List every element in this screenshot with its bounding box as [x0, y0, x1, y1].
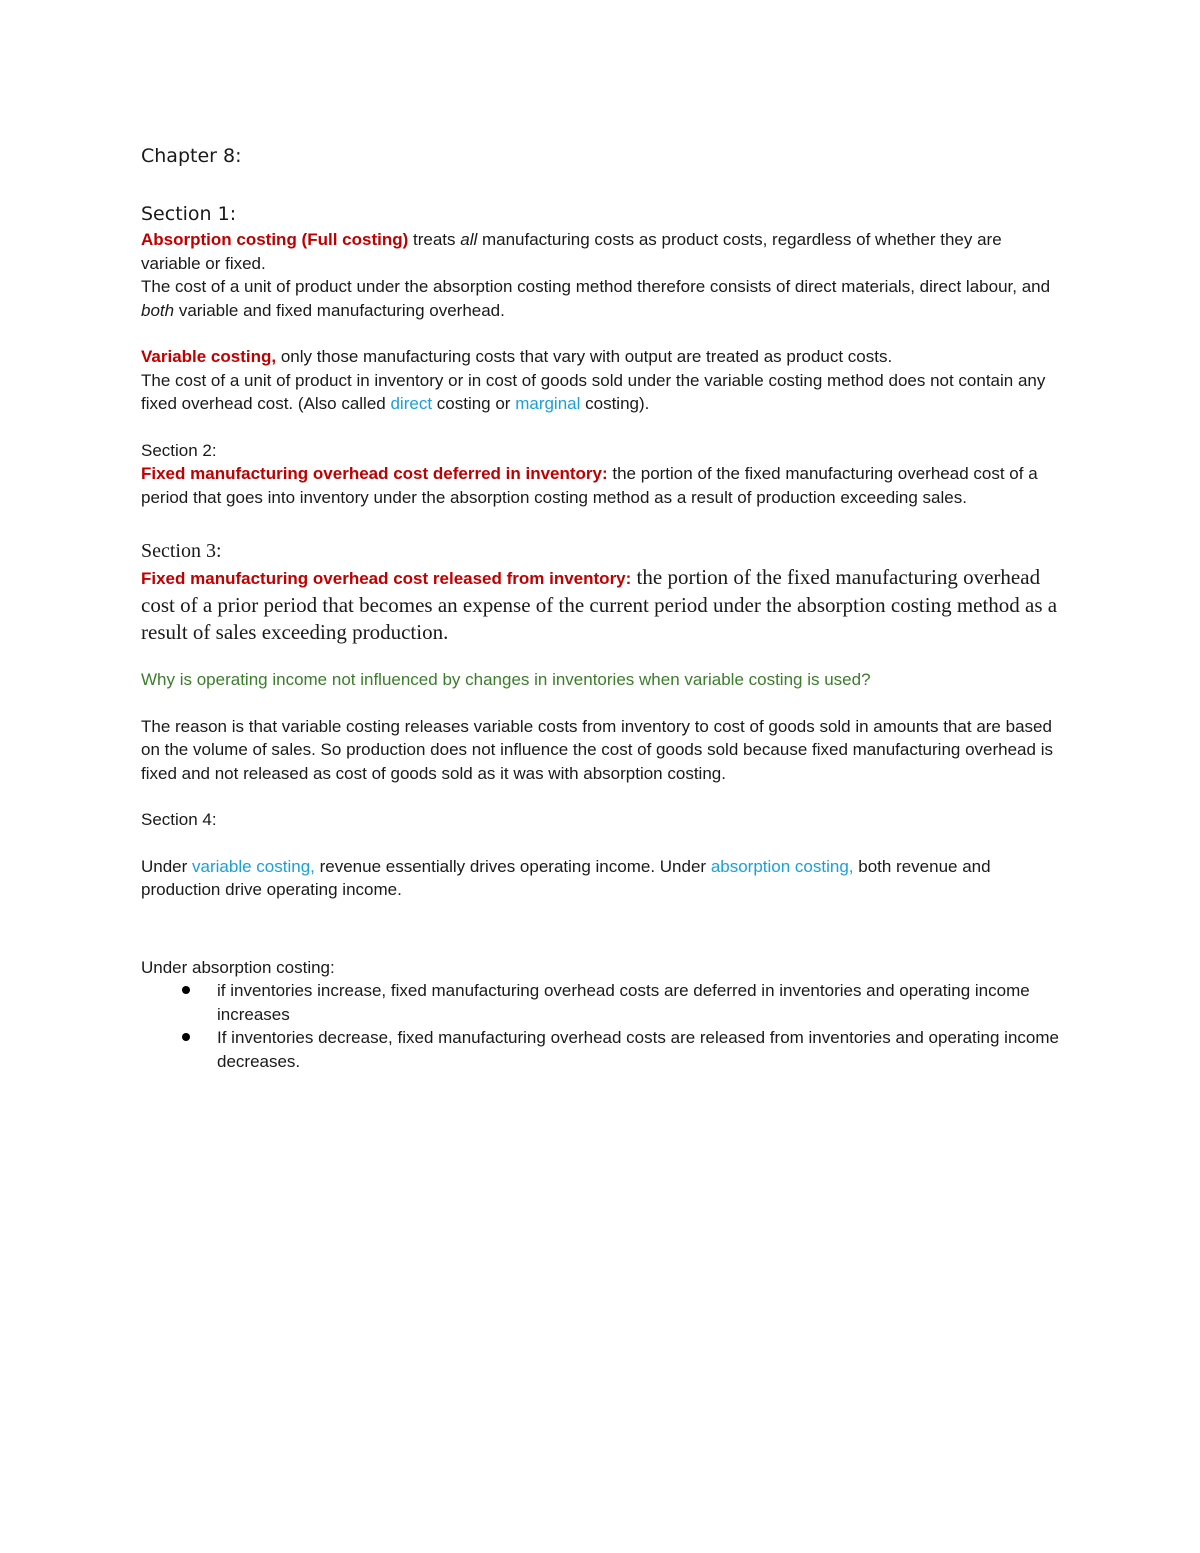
absorption-text-b: manufacturing costs as product costs, regardless of whether they are variable or fixed.	[141, 230, 1002, 273]
variable-unit-text-a: The cost of a unit of product in inventory or in cost of goods sold under the variable costing method does not contain any fixed overhead cost. (Also called	[141, 370, 1046, 413]
chapter-title: Chapter 8:	[141, 145, 242, 167]
variable-costing-link-term: variable costing,	[192, 856, 315, 876]
question-text: Why is operating income not influenced by changes in inventories when variable costing is used?	[141, 670, 871, 689]
absorption-costing-term: Absorption costing (Full costing)	[141, 230, 409, 249]
emphasis-all: all	[460, 230, 478, 249]
unit-cost-text-b: variable and fixed manufacturing overhead.	[174, 300, 505, 320]
bullet-list	[141, 979, 1061, 1073]
deferred-definition	[141, 462, 1061, 509]
marginal-term: marginal	[515, 394, 581, 413]
absorption-costing-definition	[141, 228, 1061, 275]
answer-text: The reason is that variable costing releases variable costs from inventory to cost of goods sold in amounts that are based on the volume of sales. So production does not influence the cost of goods sold because fixed manufacturing overhead is fixed and not released as cost of goods sold as it was with absorption costing.	[141, 716, 1053, 783]
section-4-summary	[141, 855, 1061, 902]
bullet-icon	[182, 986, 190, 994]
direct-term: direct	[390, 394, 433, 413]
unit-cost-text-a: The cost of a unit of product under the absorption costing method therefore consists of direct materials, direct labour, and	[141, 277, 1051, 296]
list-item-text: if inventories increase, fixed manufacturing overhead costs are deferred in inventories and operating income increases	[217, 981, 1030, 1024]
released-text: the portion of the fixed manufacturing overhead cost of a prior period that becomes an expense of the current period under the absorption costing method as a result of sales exceeding production.	[141, 565, 1058, 644]
variable-costing-term: Variable costing,	[141, 347, 277, 366]
released-definition	[141, 564, 1061, 646]
list-item-text: If inventories decrease, fixed manufacturing overhead costs are released from inventories and operating income decreases.	[217, 1028, 1059, 1071]
list-intro: Under absorption costing:	[141, 957, 335, 977]
list-item	[141, 979, 1061, 1026]
summary-text-c: both revenue and production drive operating income.	[141, 856, 991, 899]
absorption-unit-cost	[141, 275, 1061, 322]
absorption-text-a: treats	[408, 230, 461, 249]
variable-costing-definition	[141, 345, 1061, 369]
deferred-term: Fixed manufacturing overhead cost deferred in inventory:	[141, 464, 608, 483]
deferred-text: the portion of the fixed manufacturing overhead cost of a period that goes into inventory under the absorption costing method as a result of production exceeding sales.	[141, 464, 1038, 507]
variable-def-text: only those manufacturing costs that vary with output are treated as product costs.	[276, 347, 893, 366]
released-term: Fixed manufacturing overhead cost released from inventory:	[141, 569, 632, 588]
list-item	[141, 1026, 1061, 1073]
document-page	[141, 142, 1061, 1073]
section-2-heading: Section 2:	[141, 440, 217, 460]
section-3-heading: Section 3:	[141, 540, 222, 562]
section-1-heading: Section 1:	[141, 203, 237, 225]
summary-text-a: Under	[141, 856, 193, 876]
variable-unit-cost	[141, 369, 1061, 416]
absorption-costing-link-term: absorption costing,	[710, 856, 854, 876]
emphasis-both: both	[141, 300, 175, 320]
variable-unit-text-b: costing or	[432, 394, 516, 413]
variable-unit-text-c: costing).	[580, 394, 650, 413]
summary-text-b: revenue essentially drives operating income. Under	[314, 856, 711, 876]
bullet-icon	[182, 1033, 190, 1041]
section-4-heading: Section 4:	[141, 810, 217, 829]
